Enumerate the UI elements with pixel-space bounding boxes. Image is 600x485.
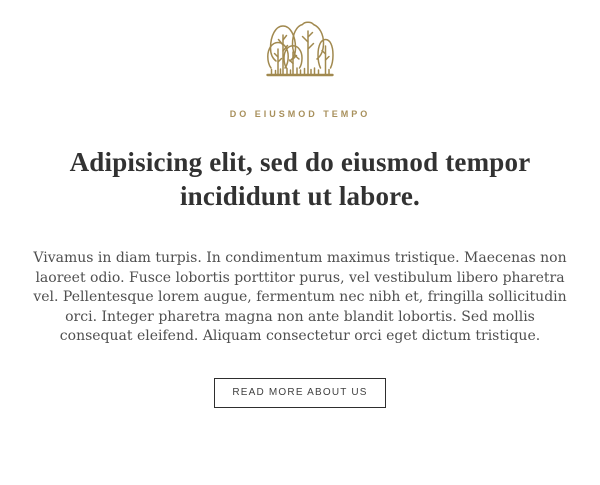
- intro-paragraph: Vivamus in diam turpis. In condimentum maximus tristique. Maecenas non laoreet odio. Fusce lobortis porttitor purus, vel vestibulum libero pharetra vel. Pellentesque lorem augue, fermentum nec nibh et, fringilla sollicitudin orci. Integer pharetra magna non ante blandit lobortis. Sed mollis consequat eleifend. Aliquam consectetur orci eget dictum tristique.: [33, 250, 567, 344]
- eyebrow-label: DO EIUSMOD TEMPO: [229, 109, 371, 119]
- page-title-line-2: incididunt ut labore.: [179, 181, 420, 211]
- brand-logo: [266, 17, 334, 79]
- read-more-button[interactable]: READ MORE ABOUT US: [214, 378, 385, 408]
- page-title: [70, 145, 531, 213]
- trees-grove-icon: [266, 17, 334, 79]
- page-title-line-1: Adipisicing elit, sed do eiusmod tempor: [69, 147, 531, 177]
